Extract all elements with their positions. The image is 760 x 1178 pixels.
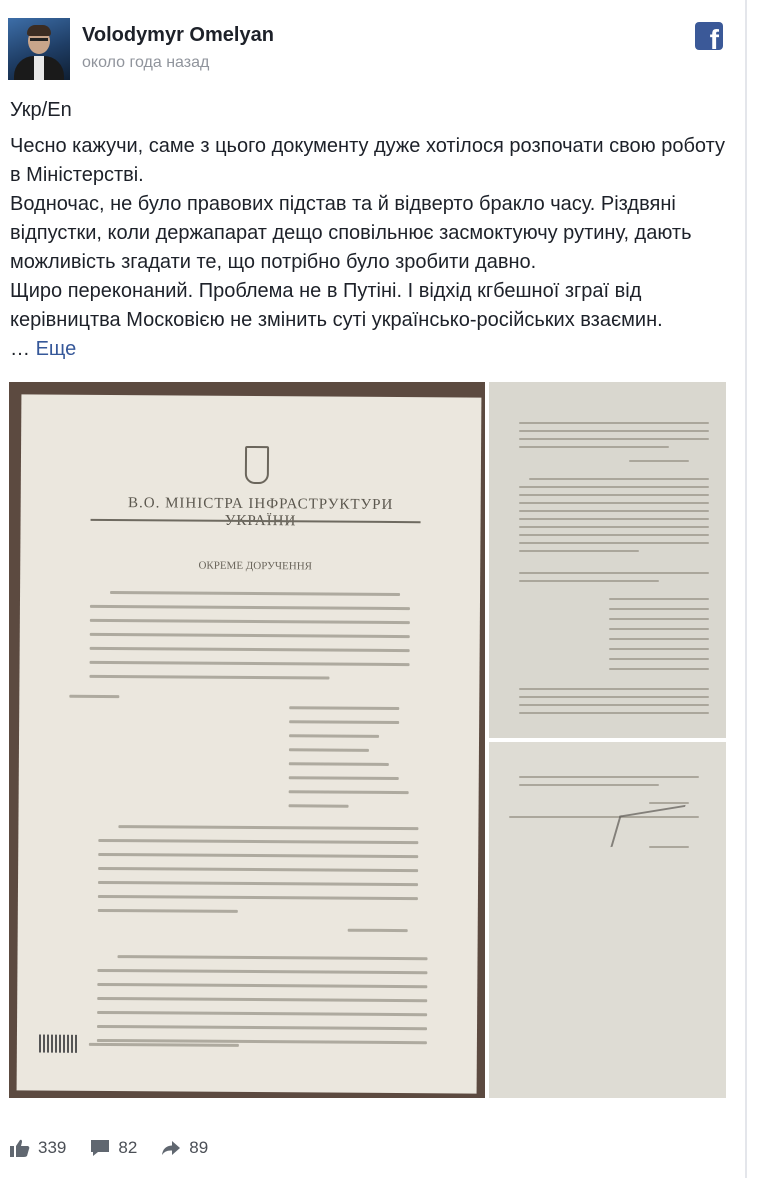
document-date-line bbox=[348, 929, 408, 932]
document-text-line bbox=[98, 839, 418, 844]
document-text-line bbox=[110, 591, 400, 596]
document-text-line bbox=[519, 550, 639, 552]
document-text-line bbox=[609, 618, 709, 620]
see-more-link[interactable]: Еще bbox=[35, 338, 77, 360]
share-icon bbox=[161, 1139, 181, 1157]
document-text-line bbox=[609, 638, 709, 640]
ellipsis: … bbox=[10, 338, 36, 360]
document-reg-line bbox=[89, 1043, 239, 1047]
document-text-line bbox=[519, 430, 709, 432]
comments-stat[interactable] bbox=[90, 1138, 137, 1158]
post-paragraph-1: Чесно кажучи, саме з цього документу дуже хотілося розпочати свою роботу в Міністерстві. bbox=[10, 135, 725, 186]
document-photo-main[interactable] bbox=[9, 382, 485, 1098]
document-text-line bbox=[609, 608, 709, 610]
document-text-line bbox=[98, 853, 418, 858]
comments-count: 82 bbox=[118, 1138, 138, 1157]
document-text-line bbox=[519, 534, 709, 536]
post-stats bbox=[10, 1136, 232, 1160]
document-text-line bbox=[118, 825, 418, 830]
document-text-line bbox=[97, 997, 427, 1002]
document-text-line bbox=[519, 704, 709, 706]
shares-count: 89 bbox=[189, 1138, 209, 1157]
document-text-line bbox=[98, 881, 418, 886]
document-text-line bbox=[519, 776, 699, 778]
document-text-line bbox=[519, 580, 659, 582]
document-text-line bbox=[118, 955, 428, 960]
document-text-line bbox=[97, 1011, 427, 1016]
post-paragraph-2: Водночас, не було правових підстав та й відверто бракло часу. Різдвяні відпустки, коли держапарат дещо сповільнює засмоктуючу рутину, дають можливість згадати те, що потрібно було зробити давно. bbox=[10, 193, 692, 273]
card-border bbox=[745, 0, 747, 1178]
document-text-line bbox=[519, 688, 709, 690]
document-text-line bbox=[90, 661, 410, 666]
likes-stat[interactable] bbox=[10, 1138, 66, 1158]
signature bbox=[610, 805, 685, 847]
document-text-line bbox=[649, 802, 689, 804]
like-icon bbox=[10, 1139, 30, 1157]
post-text bbox=[10, 96, 735, 364]
document-text-line bbox=[89, 675, 329, 680]
document-text-line bbox=[289, 748, 369, 752]
document-text-line bbox=[69, 695, 119, 698]
document-text-line bbox=[519, 518, 709, 520]
language-tag: Укр/En bbox=[10, 99, 72, 121]
document-text-line bbox=[519, 696, 709, 698]
document-text-line bbox=[519, 510, 709, 512]
likes-count: 339 bbox=[38, 1138, 67, 1157]
document-text-line bbox=[97, 983, 427, 988]
document-text-line bbox=[289, 776, 399, 780]
post-paragraph-3: Щиро переконаний. Проблема не в Путіні. І відхід кгбешної зграї від керівництва Московією не змінить суті українсько-російських взаємин. bbox=[10, 280, 663, 331]
document-subtitle: ОКРЕМЕ ДОРУЧЕННЯ bbox=[198, 559, 313, 573]
document-text-line bbox=[90, 619, 410, 624]
document-photo-page-3[interactable] bbox=[489, 742, 726, 1098]
document-text-line bbox=[97, 969, 427, 974]
author-name[interactable]: Volodymyr Omelyan bbox=[82, 24, 274, 46]
document-text-line bbox=[609, 658, 709, 660]
barcode bbox=[39, 1035, 79, 1053]
document-text-line bbox=[289, 804, 349, 807]
document-text-line bbox=[90, 647, 410, 652]
document-text-line bbox=[519, 494, 709, 496]
document-text-line bbox=[609, 598, 709, 600]
document-text-line bbox=[98, 895, 418, 900]
document-text-line bbox=[98, 909, 238, 913]
document-text-line bbox=[519, 526, 709, 528]
document-paper bbox=[17, 394, 482, 1093]
document-text-line bbox=[529, 478, 709, 480]
document-text-line bbox=[609, 668, 709, 670]
document-text-line bbox=[289, 790, 409, 794]
facebook-icon[interactable]: f bbox=[695, 22, 723, 50]
document-text-line bbox=[519, 502, 709, 504]
document-photo-page-2[interactable] bbox=[489, 382, 726, 738]
document-text-line bbox=[519, 422, 709, 424]
document-text-line bbox=[519, 486, 709, 488]
see-more-row bbox=[10, 335, 735, 364]
comment-icon bbox=[90, 1139, 110, 1157]
document-text-line bbox=[289, 706, 399, 710]
document-text-line bbox=[519, 784, 659, 786]
document-text-line bbox=[519, 446, 669, 448]
document-text-line bbox=[289, 720, 399, 724]
document-text-line bbox=[289, 762, 389, 766]
coat-of-arms-icon bbox=[245, 446, 269, 484]
document-text-line bbox=[519, 438, 709, 440]
document-text-line bbox=[609, 628, 709, 630]
document-text-line bbox=[97, 1025, 427, 1030]
author-avatar[interactable] bbox=[8, 18, 70, 80]
document-text-line bbox=[90, 605, 410, 610]
document-text-line bbox=[98, 867, 418, 872]
document-text-line bbox=[609, 648, 709, 650]
document-text-line bbox=[519, 542, 709, 544]
document-header: В.О. МІНІСТРА ІНФРАСТРУКТУРИ bbox=[127, 495, 394, 514]
document-text-line bbox=[649, 846, 689, 848]
document-text-line bbox=[519, 712, 709, 714]
shares-stat[interactable] bbox=[161, 1138, 208, 1158]
document-text-line bbox=[629, 460, 689, 462]
document-text-line bbox=[289, 734, 379, 738]
post-timestamp[interactable]: около года назад bbox=[82, 54, 210, 71]
document-text-line bbox=[519, 572, 709, 574]
document-text-line bbox=[90, 633, 410, 638]
